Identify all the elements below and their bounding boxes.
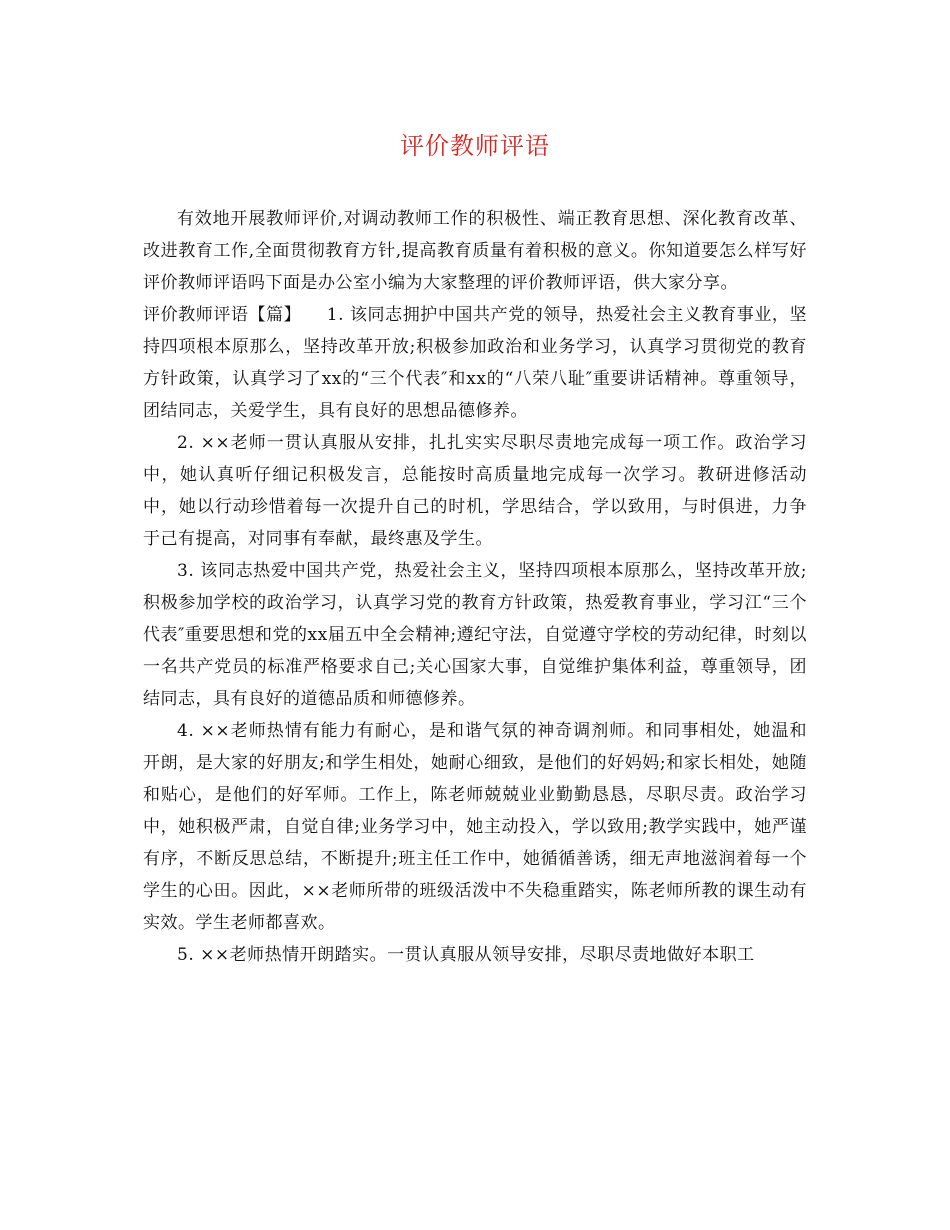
- item-paragraph-4: 4. ××老师热情有能力有耐心，是和谐气氛的神奇调剂师。和同事相处，她温和开朗，是大家的好朋友;和学生相处，她耐心细致，是他们的好妈妈;和家长相处，她随和贴心，是他们的好军师。工作上，陈老师兢兢业业勤勤恳恳，尽职尽责。政治学习中，她积极严肃，自觉自律;业务学习中，她主动投入，学以致用;教学实践中，她严谨有序，不断反思总结，不断提升;班主任工作中，她循循善诱，细无声地滋润着每一个学生的心田。因此，××老师所带的班级活泼中不失稳重踏实，陈老师所教的课生动有实效。学生老师都喜欢。: [143, 721, 807, 933]
- item-paragraph-5: 5. ××老师热情开朗踏实。一贯认真服从领导安排，尽职尽责地做好本职工: [177, 945, 755, 965]
- document-title: 评价教师评语: [400, 132, 550, 160]
- section-heading: 评价教师评语【篇】: [143, 305, 302, 325]
- intro-paragraph: 有效地开展教师评价,对调动教师工作的积极性、端正教育思想、深化教育改革、改进教育工作,全面贯彻教育方针,提高教育质量有着积极的意义。你知道要怎么样写好评价教师评语吗下面是办公室小编为大家整理的评价教师评语，供大家分享。: [143, 209, 807, 293]
- item-paragraph-3: 3. 该同志热爱中国共产党，热爱社会主义，坚持四项根本原那么，坚持改革开放;积极参加学校的政治学习，认真学习党的教育方针政策，热爱教育事业，学习江“三个代表″重要思想和党的xx届五中全会精神;遵纪守法，自觉遵守学校的劳动纪律，时刻以一名共产党员的标准严格要求自己;关心国家大事，自觉维护集体利益，尊重领导，团结同志，具有良好的道德品质和师德修养。: [143, 561, 807, 709]
- document-body: [143, 203, 807, 971]
- item-text-1: 1. 该同志拥护中国共产党的领导，热爱社会主义教育事业，坚持四项根本原那么，坚持改革开放;积极参加政治和业务学习，认真学习贯彻党的教育方针政策，认真学习了xx的“三个代表″和xx的“八荣八耻″重要讲话精神。尊重领导，团结同志，关爱学生，具有良好的思想品德修养。: [143, 305, 808, 421]
- item-paragraph-1: [143, 299, 807, 427]
- item-paragraph-2: 2. ××老师一贯认真服从安排，扎扎实实尽职尽责地完成每一项工作。政治学习中，她认真听仔细记积极发言，总能按时高质量地完成每一次学习。教研进修活动中，她以行动珍惜着每一次提升自己的时机，学思结合，学以致用，与时俱进，力争于己有提高，对同事有奉献，最终惠及学生。: [143, 433, 807, 549]
